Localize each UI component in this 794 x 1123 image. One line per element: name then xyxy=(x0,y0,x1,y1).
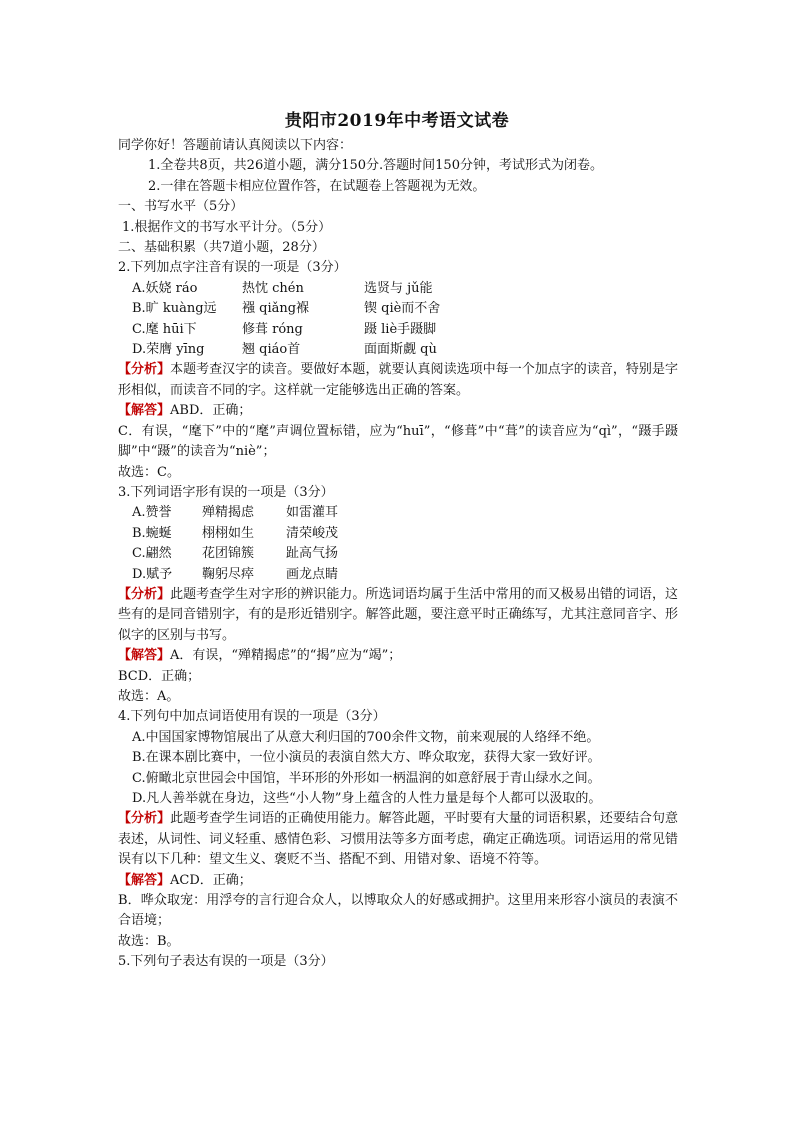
q4-choice: 故选：B。 xyxy=(118,933,180,949)
intro-rule-1: 1.全卷共8页，共26道小题，满分150分.答题时间150分钟，考试形式为闭卷。 xyxy=(148,158,603,174)
q4-answer: 【解答】ACD．正确； xyxy=(118,872,252,888)
q2-analysis: 【分析】本题考查汉字的读音。要做好本题，就要认真阅读选项中每一个加点字的读音，特别是字形相似，而读音不同的字。这样就一定能够选出正确的答案。 xyxy=(118,362,678,398)
q3-option-d: D.赋予 鞠躬尽瘁 画龙点睛 xyxy=(132,566,339,582)
q3-choice: 故选：A。 xyxy=(118,688,180,704)
q2-answer: 【解答】ABD．正确； xyxy=(118,403,252,419)
q2-option-c: C.麾 hūi下 修葺 róng 蹑 liè手蹑脚 xyxy=(132,321,437,337)
q3-detail: BCD．正确； xyxy=(118,668,201,684)
q3-answer: 【解答】A．有误，“殚精揭虑”的“揭”应为“竭”； xyxy=(118,648,402,664)
q2-detail: C．有误，“麾下”中的“麾”声调位置标错，应为“huī”，“修葺”中“葺”的读音应为“qì”，“蹑手蹑脚”中“蹑”的读音为“niè”； xyxy=(118,423,678,460)
analysis-tag: 【分析】 xyxy=(118,362,171,378)
question-2-stem: 2.下列加点字注音有误的一项是（3分） xyxy=(118,260,347,276)
answer-tag: 【解答】 xyxy=(118,872,171,888)
question-3-stem: 3.下列词语字形有误的一项是（3分） xyxy=(118,484,334,500)
q4-option-a: A.中国国家博物馆展出了从意大利归国的700余件文物，前来观展的人络绎不绝。 xyxy=(132,729,600,745)
q3-analysis: 【分析】此题考查学生对字形的辨识能力。所选词语均属于生活中常用的而又极易出错的词语，这些有的是同音错别字，有的是形近错别字。解答此题，要注意平时正确练写，尤其注意同音字、形似字的区别与书写。 xyxy=(118,586,678,643)
answer-tag: 【解答】 xyxy=(118,403,171,419)
q3-option-c: C.翩然 花团锦簇 趾高气扬 xyxy=(132,546,339,562)
answer-tag: 【解答】 xyxy=(118,648,171,664)
q2-option-d: D.荣膺 yīng 翘 qiáo首 面面斯觑 qù xyxy=(132,342,437,358)
question-5-stem: 5.下列句子表达有误的一项是（3分） xyxy=(118,954,334,970)
section-2-heading: 二、基础积累（共7道小题，28分） xyxy=(118,240,325,256)
q4-option-d: D.凡人善举就在身边，这些“小人物”身上蕴含的人性力量是每个人都可以汲取的。 xyxy=(132,791,602,806)
intro-greeting: 同学你好！答题前请认真阅读以下内容： xyxy=(118,138,353,153)
q4-analysis: 【分析】此题考查学生词语的正确使用能力。解答此题，平时要有大量的词语积累，还要结合句意表述，从词性、词义轻重、感情色彩、习惯用法等多方面考虑，确定正确选项。词语运用的常见错误有以下几种：望文生义、褒贬不当、搭配不到、用错对象、语境不符等。 xyxy=(118,811,678,868)
q3-option-b: B.蜿蜒 栩栩如生 清荣峻茂 xyxy=(132,525,339,541)
q4-option-c: C.俯瞰北京世园会中国馆，半环形的外形如一柄温润的如意舒展于青山绿水之间。 xyxy=(132,770,601,786)
page-title: 贵阳市2019年中考语文试卷 xyxy=(284,111,510,131)
q2-option-a: A.妖娆 ráo 热忱 chén 选贤与 jǔ能 xyxy=(132,280,433,296)
q3-option-a: A.赞誉 殚精揭虑 如雷灌耳 xyxy=(132,505,339,521)
exam-content xyxy=(118,136,678,973)
q2-choice: 故选：C。 xyxy=(118,464,180,480)
analysis-tag: 【分析】 xyxy=(118,586,171,602)
intro-rule-2: 2.一律在答题卡相应位置作答，在试题卷上答题视为无效。 xyxy=(148,178,486,194)
q2-option-b: B.旷 kuàng远 襁 qiǎng褓 锲 qiè而不舍 xyxy=(132,301,441,317)
section-1-heading: 一、书写水平（5分） xyxy=(118,199,244,215)
question-1: 1.根据作文的书写水平计分。（5分） xyxy=(122,219,332,235)
q4-option-b: B.在课本剧比赛中，一位小演员的表演自然大方、哗众取宠，获得大家一致好评。 xyxy=(132,750,601,766)
analysis-tag: 【分析】 xyxy=(118,811,171,827)
question-4-stem: 4.下列句中加点词语使用有误的一项是（3分） xyxy=(118,709,386,725)
q4-detail: B．哗众取宠：用浮夸的言行迎合众人，以博取众人的好感或拥护。这里用来形容小演员的表演不合语境； xyxy=(118,893,678,929)
